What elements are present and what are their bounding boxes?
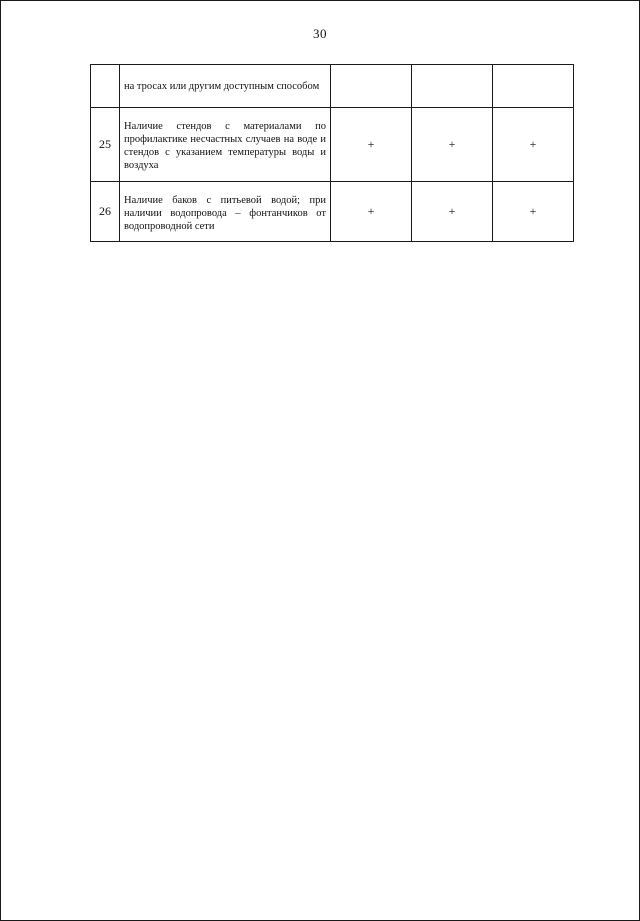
table-row xyxy=(91,182,574,242)
row-mark-cell xyxy=(493,65,574,108)
row-mark-cell xyxy=(412,65,493,108)
row-mark-cell: + xyxy=(412,108,493,182)
row-mark-cell: + xyxy=(331,108,412,182)
row-number-cell: 26 xyxy=(91,182,120,242)
row-description-cell: Наличие стендов с материалами по профилактике несчастных случаев на воде и стендов с указанием температуры воды и воздуха xyxy=(120,108,331,182)
row-description-cell: Наличие баков с питьевой водой; при наличии водопровода – фонтанчиков от водопроводной сети xyxy=(120,182,331,242)
row-number-cell: 25 xyxy=(91,108,120,182)
requirements-table xyxy=(90,64,574,242)
table-row xyxy=(91,65,574,108)
page-number: 30 xyxy=(313,26,327,41)
row-mark-cell: + xyxy=(493,108,574,182)
row-mark-cell: + xyxy=(493,182,574,242)
row-mark-cell xyxy=(331,65,412,108)
table-row xyxy=(91,108,574,182)
row-number-cell xyxy=(91,65,120,108)
row-description-cell: на тросах или другим доступным способом xyxy=(120,65,331,108)
row-mark-cell: + xyxy=(331,182,412,242)
row-mark-cell: + xyxy=(412,182,493,242)
